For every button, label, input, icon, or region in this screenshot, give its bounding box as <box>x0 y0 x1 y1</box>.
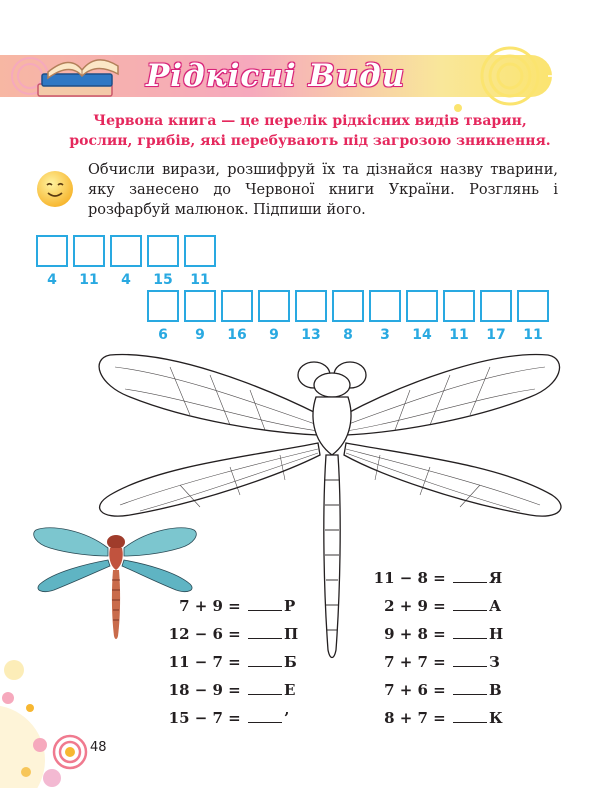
equation-row <box>148 652 298 672</box>
equation-letter: Р <box>284 597 296 615</box>
answer-box[interactable] <box>73 235 105 267</box>
equation-letter: В <box>489 681 502 699</box>
equation-expression: 9 + 8 = <box>384 625 446 643</box>
intro-line-1: Червона книга — це перелік рідкісних видів тварин, <box>93 113 527 129</box>
equation-row <box>353 568 503 588</box>
equation-row <box>148 596 298 616</box>
equation-letter: Б <box>284 653 297 671</box>
equation-letter: А <box>489 597 502 615</box>
equation-row <box>353 652 503 672</box>
equation-expression: 15 − 7 = <box>168 709 241 727</box>
equation-expression: 8 + 7 = <box>384 709 446 727</box>
answer-blank[interactable] <box>248 708 282 723</box>
answer-box[interactable] <box>110 235 142 267</box>
equation-row <box>148 708 298 728</box>
answer-blank[interactable] <box>248 652 282 667</box>
code-number: 9 <box>269 327 279 343</box>
intro-line-2: рослин, грибів, які перебувають під загрозою зникнення. <box>69 133 551 149</box>
code-numbers-word-1 <box>36 272 216 288</box>
equation-row <box>148 680 298 700</box>
answer-box[interactable] <box>147 290 179 322</box>
answer-boxes-word-2 <box>147 290 549 322</box>
code-numbers-word-2 <box>147 327 549 343</box>
equation-letter: Н <box>489 625 504 643</box>
books-icon <box>8 36 138 106</box>
equation-letter: П <box>284 625 299 643</box>
equation-expression: 18 − 9 = <box>168 681 241 699</box>
code-number: 14 <box>412 327 432 343</box>
answer-blank[interactable] <box>453 652 487 667</box>
code-number: 4 <box>47 272 57 288</box>
answer-box[interactable] <box>295 290 327 322</box>
answer-box[interactable] <box>406 290 438 322</box>
answer-box[interactable] <box>221 290 253 322</box>
code-number: 6 <box>158 327 168 343</box>
answer-blank[interactable] <box>453 624 487 639</box>
page-title: Рідкісні Види <box>146 58 406 94</box>
answer-box[interactable] <box>332 290 364 322</box>
answer-box[interactable] <box>184 235 216 267</box>
answer-box[interactable] <box>184 290 216 322</box>
answer-box[interactable] <box>517 290 549 322</box>
code-number: 3 <box>380 327 390 343</box>
equation-expression: 12 − 6 = <box>168 625 241 643</box>
intro-text <box>60 111 560 151</box>
dragonfly-color-icon <box>30 520 200 640</box>
answer-boxes-word-1 <box>36 235 216 267</box>
code-number: 11 <box>79 272 99 288</box>
code-number: 4 <box>121 272 131 288</box>
page-number: 48 <box>90 740 107 755</box>
code-number: 15 <box>153 272 173 288</box>
answer-blank[interactable] <box>248 680 282 695</box>
equation-letter: З <box>489 653 500 671</box>
code-number: 9 <box>195 327 205 343</box>
equation-expression: 7 + 6 = <box>384 681 446 699</box>
smiley-icon <box>36 170 74 208</box>
equation-letter: К <box>489 709 503 727</box>
equation-row <box>353 596 503 616</box>
code-number: 16 <box>227 327 247 343</box>
equation-letter: Я <box>489 569 503 587</box>
answer-blank[interactable] <box>453 596 487 611</box>
equation-row <box>148 624 298 644</box>
code-number: 11 <box>523 327 543 343</box>
answer-box[interactable] <box>443 290 475 322</box>
answer-blank[interactable] <box>248 596 282 611</box>
equation-letter: ’ <box>284 709 290 727</box>
task-instructions: Обчисли вирази, розшифруй їх та дізнайся назву тварини, яку занесено до Червоної книги України. Розглянь і розфарбуй малюнок. Підпиши його. <box>88 162 558 218</box>
code-number: 17 <box>486 327 506 343</box>
answer-box[interactable] <box>36 235 68 267</box>
answer-box[interactable] <box>480 290 512 322</box>
answer-blank[interactable] <box>453 680 487 695</box>
equation-row <box>353 680 503 700</box>
answer-box[interactable] <box>369 290 401 322</box>
answer-blank[interactable] <box>453 568 487 583</box>
equation-row <box>353 624 503 644</box>
answer-box[interactable] <box>147 235 179 267</box>
code-number: 11 <box>190 272 210 288</box>
answer-blank[interactable] <box>453 708 487 723</box>
code-number: 13 <box>301 327 321 343</box>
answer-blank[interactable] <box>248 624 282 639</box>
equation-expression: 7 + 9 = <box>179 597 241 615</box>
code-number: 8 <box>343 327 353 343</box>
corner-circles-decoration <box>0 650 120 788</box>
equation-expression: 2 + 9 = <box>384 597 446 615</box>
equation-row <box>353 708 503 728</box>
answer-box[interactable] <box>258 290 290 322</box>
equation-expression: 11 − 7 = <box>168 653 241 671</box>
code-number: 11 <box>449 327 469 343</box>
equation-expression: 11 − 8 = <box>373 569 446 587</box>
equation-expression: 7 + 7 = <box>384 653 446 671</box>
equation-letter: Е <box>284 681 296 699</box>
